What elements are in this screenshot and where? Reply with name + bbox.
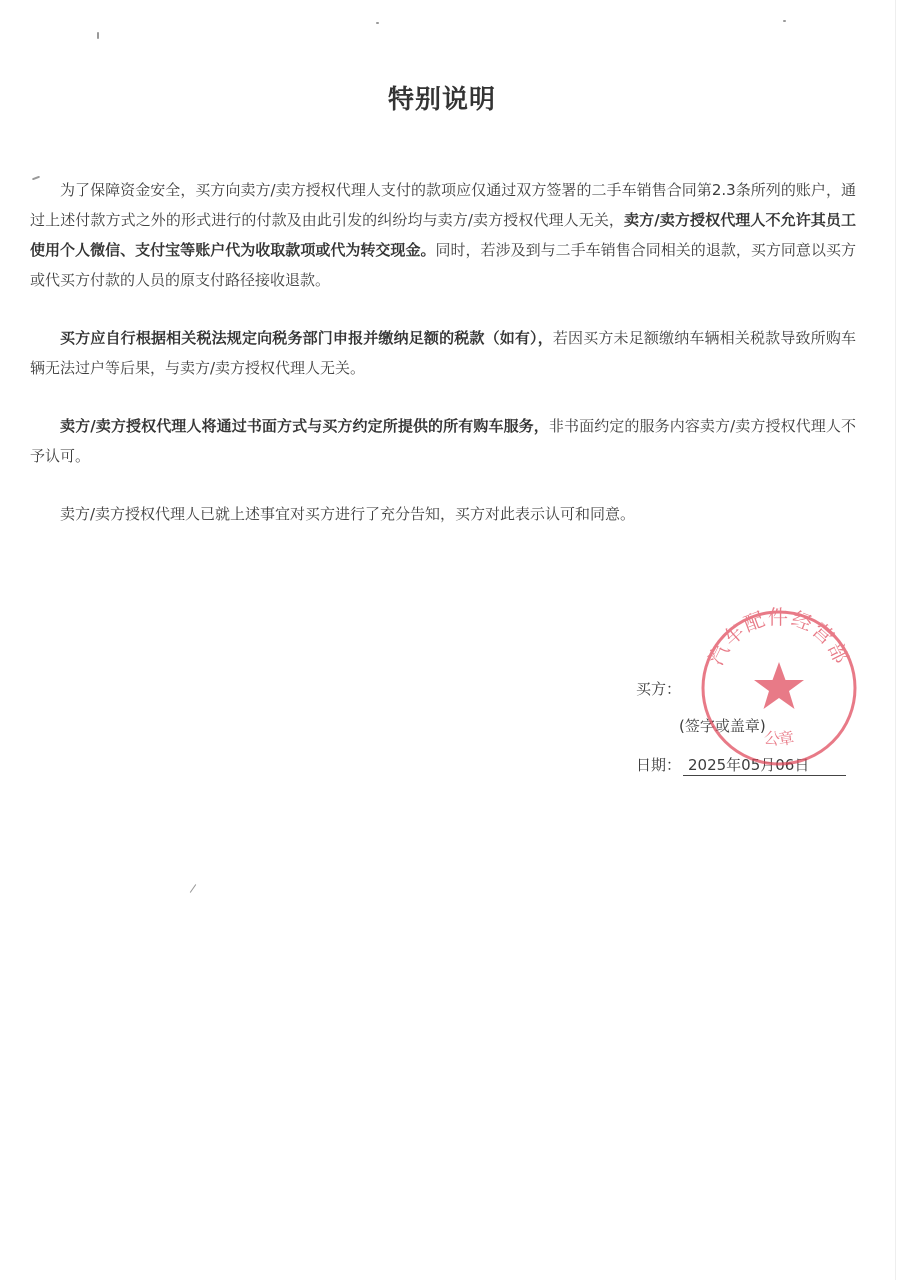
body-text: 非书面约定的服务内容卖方/卖方授权代理人不予认可。 bbox=[30, 417, 857, 465]
scan-speck bbox=[190, 884, 197, 893]
bold-text: 卖方/卖方授权代理人不允许其员工使用个人微信、支付宝等账户代为收取款项或代为转交现金。 bbox=[30, 211, 856, 259]
paragraph-2 bbox=[30, 323, 856, 383]
document-body bbox=[30, 175, 856, 557]
scan-speck bbox=[97, 32, 99, 39]
bold-text: 买方应自行根据相关税法规定向税务部门申报并缴纳足额的税款（如有）， bbox=[60, 329, 553, 347]
date-value: 2025年05月06日 bbox=[683, 754, 846, 776]
seal-text-top: 汽车配件经营部 bbox=[703, 606, 855, 669]
body-text: 为了保障资金安全，买方向卖方/卖方授权代理人支付的款项应仅通过双方签署的二手车销售合同第2.3条所列的账户，通过上述付款方式之外的形式进行的付款及由此引发的纠纷均与卖方/卖方授权代理人无关， bbox=[30, 181, 856, 229]
document-title: 特别说明 bbox=[387, 85, 496, 116]
company-seal bbox=[697, 606, 861, 770]
body-text: 若因买方未足额缴纳车辆相关税款导致所购车辆无法过户等后果，与卖方/卖方授权代理人无关。 bbox=[30, 329, 856, 377]
scan-speck bbox=[376, 22, 379, 24]
date-label: 日期： bbox=[636, 756, 682, 774]
signature-note: (签字或盖章) bbox=[679, 717, 766, 735]
seal-star-icon bbox=[754, 662, 804, 709]
scan-speck bbox=[783, 20, 786, 22]
bold-text: 卖方/卖方授权代理人将通过书面方式与买方约定所提供的所有购车服务， bbox=[60, 417, 549, 435]
body-text: 同时，若涉及到与二手车销售合同相关的退款，买方同意以买方或代买方付款的人员的原支付路径接收退款。 bbox=[30, 241, 856, 289]
paragraph-3 bbox=[30, 411, 856, 471]
paragraph-4 bbox=[30, 499, 856, 529]
scan-edge-line bbox=[895, 0, 896, 1280]
paragraph-1 bbox=[30, 175, 856, 295]
buyer-label: 买方： bbox=[636, 680, 682, 698]
seal-text-bottom: 公章 bbox=[762, 727, 796, 750]
body-text: 卖方/卖方授权代理人已就上述事宜对买方进行了充分告知，买方对此表示认可和同意。 bbox=[60, 505, 636, 523]
